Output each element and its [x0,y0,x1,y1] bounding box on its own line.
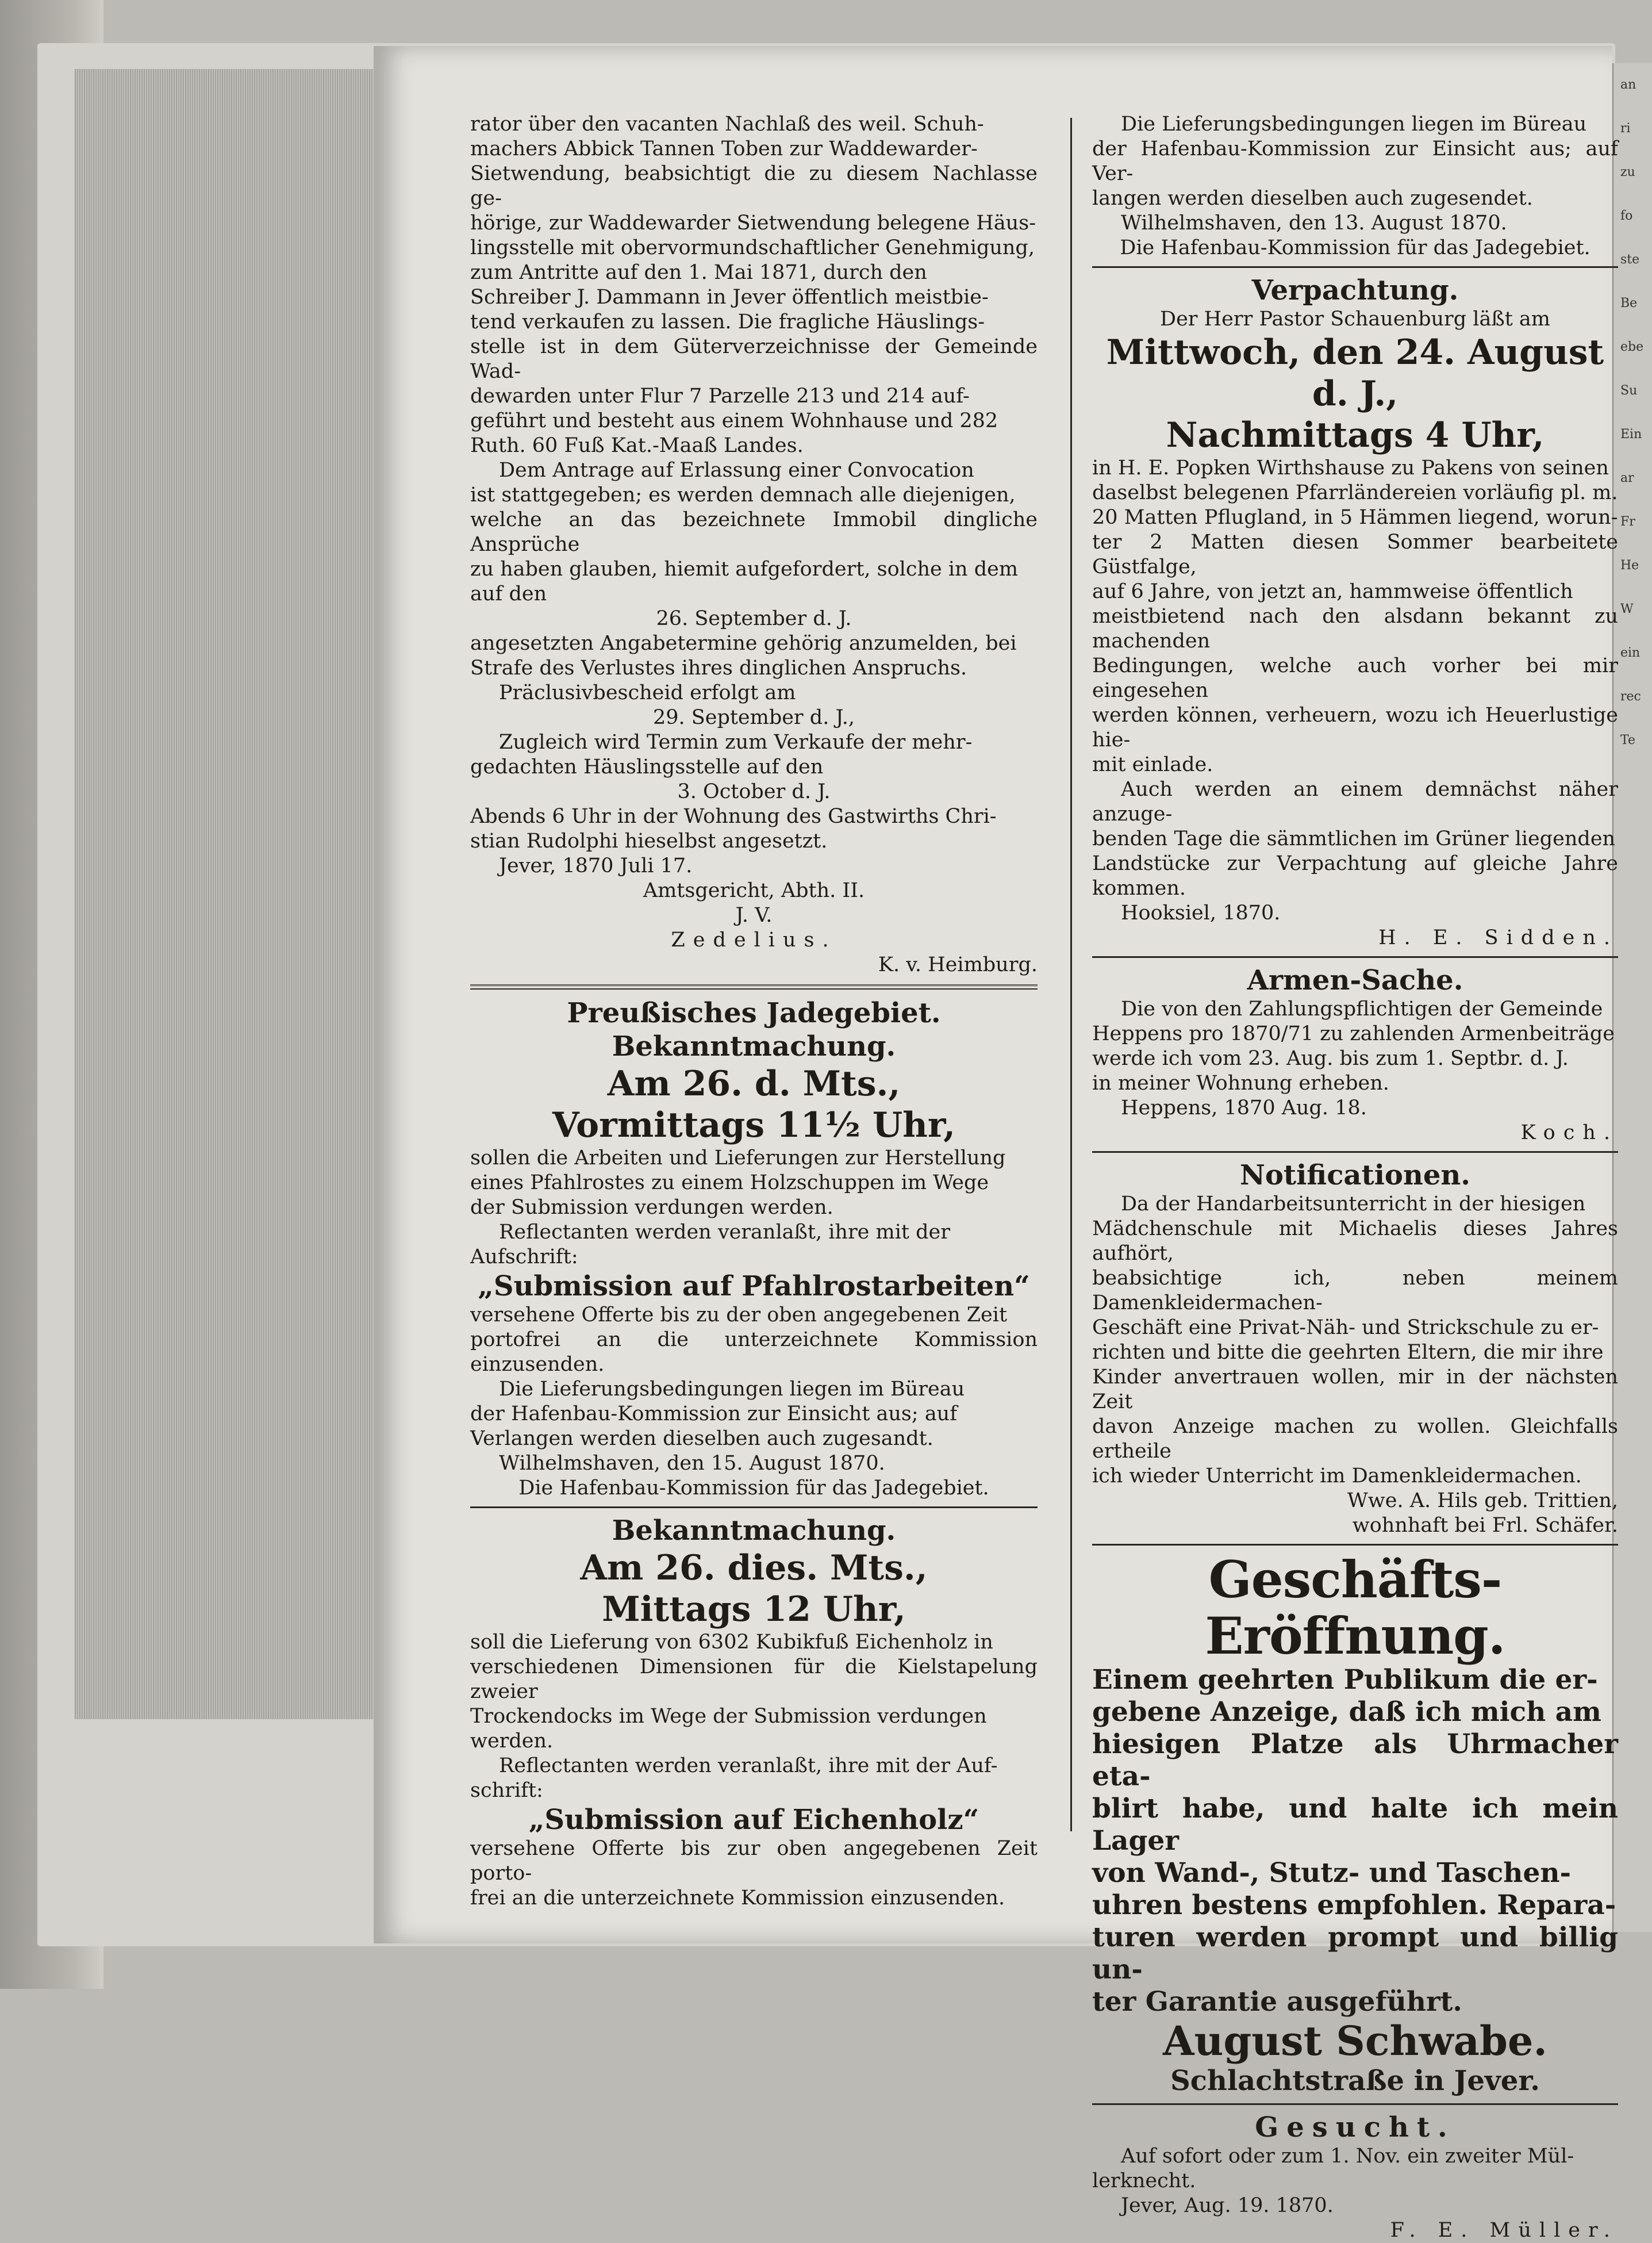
prussian-date-line: Am 26. d. Mts., [607,1064,901,1104]
estate-notice [470,112,1038,977]
text-line: stelle ist in dem Güterverzeichnisse der Gemeinde Wad- [470,335,1038,383]
text-line: richten und bitte die geehrten Eltern, die mir ihre [1092,1341,1604,1364]
text-line: der Hafenbau-Kommission zur Einsicht aus; auf Ver- [1092,137,1618,185]
adjacent-page-fragment: Ein [1620,427,1642,442]
prussian-signer: Die Hafenbau-Kommission für das Jadegebiet. [518,1477,989,1500]
wanted-para [1092,2144,1618,2194]
section-rule [1092,1151,1618,1153]
text-line: Heppens pro 1870/71 zu zahlenden Armenbeiträge [1092,1022,1615,1045]
text-line: verschiedenen Dimensionen für die Kielstapelung zweier [470,1655,1038,1703]
continuation-lines [1092,112,1618,211]
adjacent-page-fragment: Be [1620,296,1638,310]
text-line: in meiner Wohnung erheben. [1092,1072,1389,1095]
text-line: Strafe des Verlustes ihres dinglichen Anspruchs. [470,657,967,680]
text-line: der Submission verdungen werden. [470,1196,833,1219]
text-line: Ruth. 60 Fuß Kat.-Maaß Landes. [470,434,804,457]
text-line: werde ich vom 23. Aug. bis zum 1. Septbr. d. J. [1092,1047,1569,1070]
text-line: beabsichtige ich, neben meinem Damenkleidermachen- [1092,1267,1618,1314]
text-line: auf 6 Jahre, von jetzt an, hammweise öffentlich [1092,580,1573,603]
text-line: dewarden unter Flur 7 Parzelle 213 und 214 auf- [470,385,970,408]
section-rule [470,984,1038,990]
prussian-para-4 [470,1377,1038,1451]
prussian-quote: „Submission auf Pfahlrostarbeiten“ [478,1270,1030,1302]
text-line: Mädchenschule mit Michaelis dieses Jahres aufhört, [1092,1217,1618,1265]
opening-notice [1092,1551,1618,2098]
text-line: Schreiber J. Dammann in Jever öffentlich meistbie- [470,286,989,309]
estate-para-3 [470,631,1038,681]
text-line: soll die Lieferung von 6302 Kubikfuß Eichenholz in [470,1631,993,1654]
text-line: Aufschrift: [470,1245,578,1268]
adjacent-page-fragment: Fr [1620,515,1635,529]
text-line: angesetzten Angabetermine gehörig anzumelden, bei [470,632,1017,655]
prussian-notice [470,996,1038,1501]
wanted-heading: Gesucht. [1255,2111,1455,2144]
section-rule [1092,266,1618,268]
text-line: Landstücke zur Verpachtung auf gleiche Jahre kommen. [1092,852,1618,900]
oak-time-line: Mittags 12 Uhr, [602,1589,906,1629]
text-line: Kinder anvertrauen wollen, mir in der nächsten Zeit [1092,1366,1618,1413]
prussian-para-2 [470,1220,1038,1270]
text-line: daselbst belegenen Pfarrländereien vorläufig pl. m. [1092,481,1618,504]
notifications-address: wohnhaft bei Frl. Schäfer. [1352,1514,1618,1537]
prussian-para-3 [470,1303,1038,1377]
text-line: machers Abbick Tannen Toben zur Waddewarder- [470,137,978,160]
text-line: mit einlade. [1092,753,1213,776]
text-line: rator über den vacanten Nachlaß des weil. Schuh- [470,113,984,136]
text-line: welche an das bezeichnete Immobil dingliche Ansprüche [470,508,1038,556]
continuation-signer: Die Hafenbau-Kommission für das Jadegebiet. [1120,236,1590,259]
text-line: frei an die unterzeichnete Kommission einzusenden. [470,1887,1005,1910]
estate-para-1 [470,112,1038,458]
text-line: Auch werden an einem demnächst näher anzuge- [1092,778,1618,826]
notifications-notice [1092,1159,1618,1538]
continuation-notice [1092,112,1618,260]
adjacent-page-fragment: fo [1620,209,1633,223]
text-line: gebene Anzeige, daß ich mich am [1092,1696,1601,1728]
text-line: Einem geehrten Publikum die er- [1092,1664,1598,1696]
left-column [470,112,1038,1911]
adjacent-page-fragment: ar [1620,471,1634,485]
text-line: lingsstelle mit obervormundschaftlicher Genehmigung, [470,236,1035,259]
opening-address: Schlachtstraße in Jever. [1170,2065,1540,2097]
text-line: Die Lieferungsbedingungen liegen im Büreau [499,1378,965,1401]
lease-date-line: Mittwoch, den 24. August d. J., [1106,332,1604,414]
text-line: Abends 6 Uhr in der Wohnung des Gastwirths Chri- [470,805,997,828]
wanted-notice [1092,2111,1618,2243]
text-line: werden können, verheuern, wozu ich Heuerlustige hie- [1092,704,1618,751]
poor-para [1092,997,1618,1096]
lease-intro: Der Herr Pastor Schauenburg läßt am [1160,308,1550,331]
estate-para-5 [470,804,1038,854]
poor-heading: Armen-Sache. [1247,964,1463,996]
text-line: blirt habe, und halte ich mein Lager [1092,1793,1618,1857]
oak-quote: „Submission auf Eichenholz“ [528,1804,979,1836]
stacked-page-edges [75,69,375,1719]
adjacent-page-fragment: rec [1620,689,1641,704]
text-line: schrift: [470,1779,543,1802]
adjacent-page-fragment: W [1620,602,1634,616]
adjacent-page-fragment: ein [1620,646,1641,660]
text-line: Verlangen werden dieselben auch zugesandt. [470,1427,933,1450]
section-rule [470,1506,1038,1508]
estate-para-2 [470,458,1038,607]
text-line: Bedingungen, welche auch vorher bei mir eingesehen [1092,654,1618,702]
notifications-heading: Notificationen. [1240,1159,1470,1191]
prussian-para-1 [470,1146,1038,1220]
text-line: zum Antritte auf den 1. Mai 1871, durch den [470,261,927,284]
continuation-place-date: Wilhelmshaven, den 13. August 1870. [1121,212,1507,235]
text-line: langen werden dieselben auch zugesendet. [1092,187,1533,210]
section-rule [1092,956,1618,958]
wanted-place-date: Jever, Aug. 19. 1870. [1121,2194,1334,2217]
estate-praeclusiv: Präclusivbescheid erfolgt am [499,681,796,704]
adjacent-page-strip [1612,63,1652,1932]
text-line: Die Lieferungsbedingungen liegen im Büreau [1121,113,1587,136]
text-line: ich wieder Unterricht im Damenkleidermachen. [1092,1464,1582,1487]
oak-notice [470,1514,1038,1911]
estate-date-1: 26. September d. J. [656,607,852,630]
text-line: Da der Handarbeitsunterricht in der hiesigen [1121,1193,1586,1216]
section-rule [1092,2103,1618,2105]
prussian-place-date: Wilhelmshaven, den 15. August 1870. [499,1452,885,1475]
text-line: Die von den Zahlungspflichtigen der Gemeinde [1121,998,1603,1021]
estate-signer-2: K. v. Heimburg. [878,953,1038,976]
poor-notice [1092,964,1618,1145]
text-line: zu haben glauben, hiemit aufgefordert, solche in dem [470,558,1019,581]
text-line: ist stattgegeben; es werden demnach alle diejenigen, [470,484,1016,507]
text-line: der Hafenbau-Kommission zur Einsicht aus; auf [470,1402,958,1425]
adjacent-page-fragment: ri [1620,121,1631,136]
text-line: davon Anzeige machen zu wollen. Gleichfalls ertheile [1092,1415,1618,1463]
text-line: Zugleich wird Termin zum Verkaufe der mehr- [499,731,973,754]
adjacent-page-fragment: Su [1620,384,1638,398]
lease-para-1 [1092,456,1618,777]
lease-para-2 [1092,777,1618,901]
adjacent-page-fragment: Te [1620,733,1635,747]
text-line: hörige, zur Waddewarder Sietwendung belegene Häus- [470,212,1036,235]
lease-signer: H. E. Sidden. [1378,926,1618,949]
text-line: ter 2 Matten diesen Sommer bearbeitete Güstfalge, [1092,531,1618,578]
prussian-subheading: Bekanntmachung. [612,1030,896,1063]
column-divider [1070,118,1072,1831]
text-line: turen werden prompt und billig un- [1092,1922,1618,1985]
lease-place-date: Hooksiel, 1870. [1121,902,1281,925]
adjacent-page-fragment: ste [1620,252,1640,267]
oak-para-1 [470,1630,1038,1754]
text-line: gedachten Häuslingsstelle auf den [470,756,824,779]
lease-heading: Verpachtung. [1251,274,1459,306]
text-line: auf den [470,582,547,605]
opening-heading: Geschäfts-Eröffnung. [1205,1550,1505,1666]
notifications-para [1092,1192,1618,1489]
adjacent-page-fragment: He [1620,558,1639,573]
estate-para-4 [470,730,1038,780]
notifications-signer: Wwe. A. Hils geb. Trittien, [1347,1489,1618,1512]
text-line: Dem Antrage auf Erlassung einer Convocation [499,459,974,482]
text-line: sollen die Arbeiten und Lieferungen zur Herstellung [470,1147,1006,1170]
adjacent-page-fragment: zu [1620,165,1635,179]
text-line: Trockendocks im Wege der Submission verdungen [470,1705,987,1728]
estate-date-2: 29. September d. J., [652,706,855,729]
text-line: lerknecht. [1092,2169,1196,2192]
section-rule [1092,1544,1618,1546]
opening-lines [1092,1664,1618,2018]
text-line: tend verkaufen zu lassen. Die fragliche Häuslings- [470,310,985,333]
text-line: uhren bestens empfohlen. Repara- [1092,1889,1616,1921]
prussian-heading: Preußisches Jadegebiet. [567,997,941,1029]
wanted-signer: F. E. Müller. [1390,2219,1618,2242]
estate-signer-1: Zedelius. [671,929,837,952]
text-line: geführt und besteht aus einem Wohnhause und 282 [470,409,998,432]
text-line: in H. E. Popken Wirthshause zu Pakens von seinen [1092,457,1609,480]
text-line: meistbietend nach den alsdann bekannt zu machenden [1092,605,1618,653]
prussian-time-line: Vormittags 11½ Uhr, [552,1105,955,1145]
text-line: werden. [470,1730,554,1753]
estate-jv: J. V. [735,904,773,927]
oak-heading: Bekanntmachung. [612,1514,896,1547]
text-line: Reflectanten werden veranlaßt, ihre mit der [499,1221,950,1244]
oak-para-2 [470,1754,1038,1803]
estate-place-date: Jever, 1870 Juli 17. [499,854,693,877]
text-line: hiesigen Platze als Uhrmacher eta- [1092,1728,1618,1792]
lease-notice [1092,274,1618,950]
poor-signer: Koch. [1520,1121,1618,1144]
text-line: benden Tage die sämmtlichen im Grüner liegenden [1092,827,1616,850]
text-line: Auf sofort oder zum 1. Nov. ein zweiter Mül- [1121,2145,1574,2168]
text-line: 20 Matten Pflugland, in 5 Hämmen liegend, worun- [1092,506,1618,529]
lease-time-line: Nachmittags 4 Uhr, [1166,415,1545,455]
adjacent-page-fragment: ebe [1620,340,1644,354]
poor-place-date: Heppens, 1870 Aug. 18. [1121,1096,1367,1119]
text-line: portofrei an die unterzeichnete Kommission einzusenden. [470,1328,1038,1376]
right-column [1092,112,1618,2243]
text-line: versehene Offerte bis zur oben angegebenen Zeit porto- [470,1837,1038,1885]
text-line: Reflectanten werden veranlaßt, ihre mit der Auf- [499,1754,998,1777]
text-line: Geschäft eine Privat-Näh- und Strickschule zu er- [1092,1316,1599,1339]
estate-date-3: 3. October d. J. [677,780,831,803]
oak-para-3 [470,1836,1038,1911]
text-line: versehene Offerte bis zu der oben angegebenen Zeit [470,1303,1008,1326]
text-line: von Wand-, Stutz- und Taschen- [1092,1857,1572,1889]
text-line: stian Rudolphi hieselbst angesetzt. [470,830,828,853]
text-line: ter Garantie ausgeführt. [1092,1986,1462,2018]
text-line: Sietwendung, beabsichtigt die zu diesem Nachlasse ge- [470,162,1038,210]
oak-date-line: Am 26. dies. Mts., [580,1548,928,1588]
opening-signer: August Schwabe. [1163,2017,1547,2065]
estate-court: Amtsgericht, Abth. II. [643,879,865,902]
adjacent-page-fragment: an [1620,78,1636,92]
text-line: eines Pfahlrostes zu einem Holzschuppen im Wege [470,1171,989,1194]
